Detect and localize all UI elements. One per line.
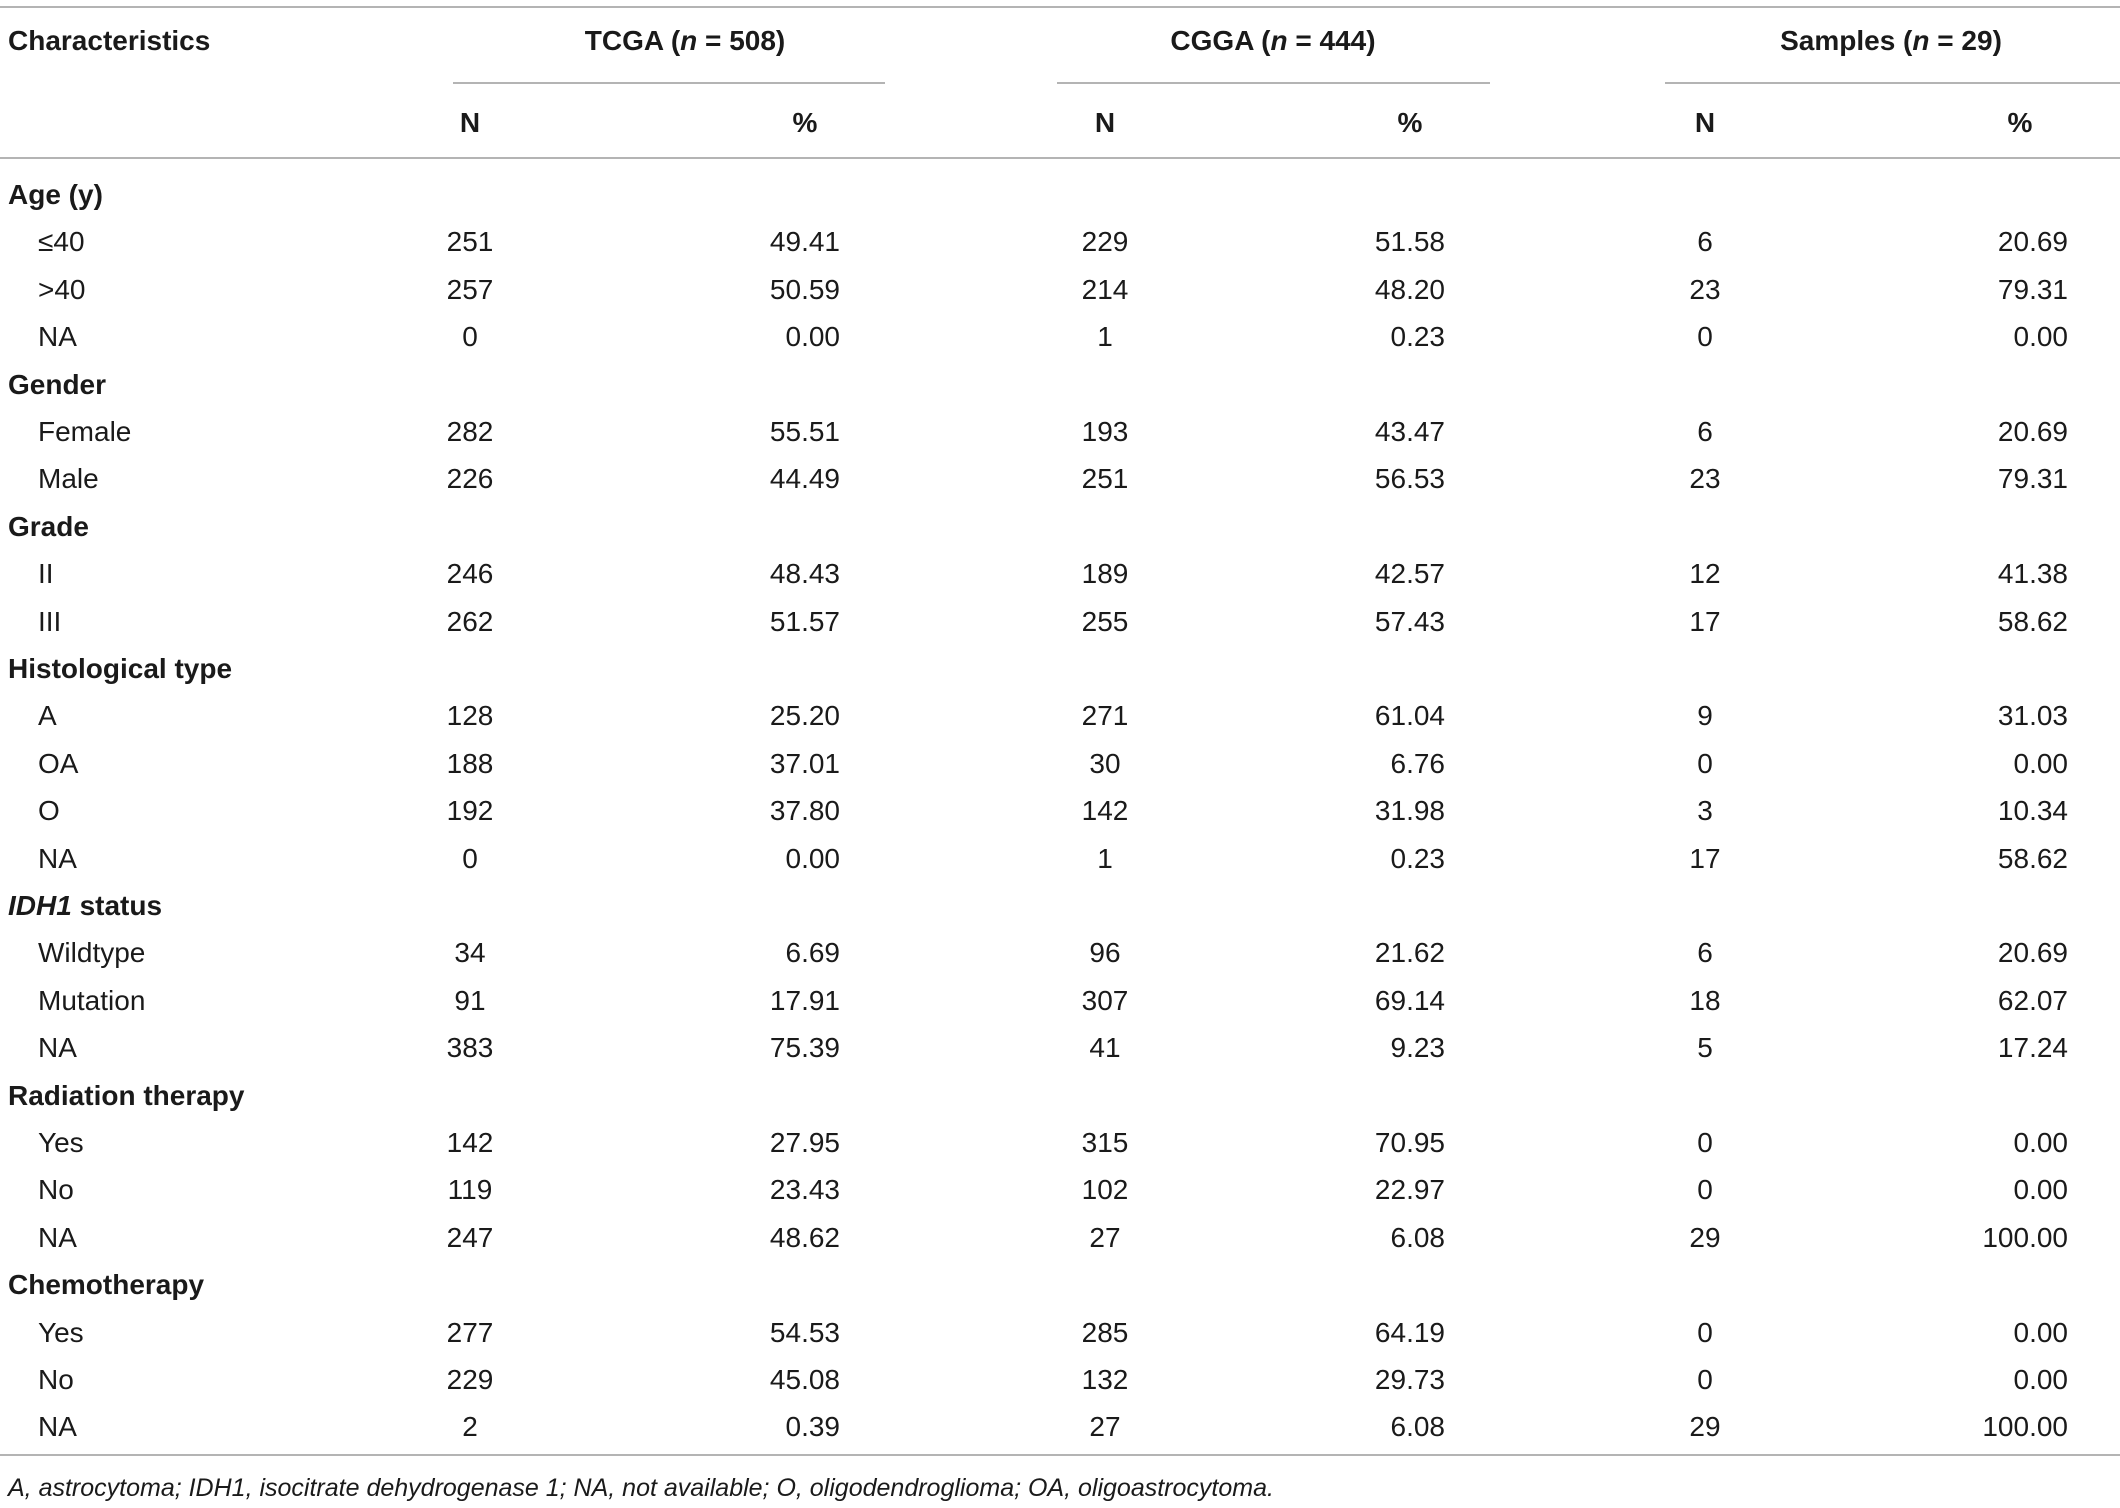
count-cell: 23: [1689, 273, 1721, 305]
count-cell: 0: [1697, 1316, 1713, 1348]
percent-cell: 50.59: [769, 273, 840, 305]
percent-cell: 17.24: [1997, 1032, 2068, 1064]
count-cell: 262: [446, 605, 494, 637]
count-cell: 255: [1081, 605, 1129, 637]
percent-cell: 62.07: [1997, 984, 2068, 1016]
count-cell: 285: [1081, 1316, 1129, 1348]
percent-cell: 75.39: [769, 1032, 840, 1064]
percent-cell: 41.38: [1997, 558, 2068, 590]
section-header-row: [0, 361, 2120, 408]
percent-cell: 56.53: [1374, 463, 1445, 495]
count-cell: 0: [1697, 1127, 1713, 1158]
percent-cell: 6.08: [1390, 1411, 1445, 1443]
section-header-row: [0, 503, 2120, 550]
count-cell: 132: [1081, 1364, 1129, 1395]
table-row: [0, 266, 2120, 313]
percent-cell: 0.00: [2013, 1127, 2068, 1158]
percent-cell: 22.97: [1374, 1174, 1445, 1206]
count-cell: 142: [446, 1127, 494, 1158]
table-row: [0, 550, 2120, 597]
count-cell: 3: [1697, 795, 1713, 827]
percent-cell: 61.04: [1374, 700, 1445, 732]
count-cell: 251: [446, 226, 494, 258]
table-row: [0, 1356, 2120, 1403]
row-label: ≤40: [38, 226, 85, 258]
count-cell: 0: [1697, 1364, 1713, 1395]
percent-cell: 51.57: [769, 605, 840, 637]
count-cell: 91: [454, 984, 486, 1016]
header-row-columns: N % N % N %: [0, 99, 2120, 146]
count-cell: 247: [446, 1221, 494, 1253]
count-cell: 27: [1089, 1221, 1121, 1253]
table-row: [0, 835, 2120, 882]
percent-cell: 17.91: [769, 984, 840, 1016]
percent-cell: 10.34: [1997, 795, 2068, 827]
count-cell: 246: [446, 558, 494, 590]
table-row: [0, 455, 2120, 502]
row-label: NA: [38, 321, 77, 353]
count-cell: 0: [1697, 747, 1713, 779]
count-cell: 189: [1081, 558, 1129, 590]
percent-cell: 0.00: [785, 842, 840, 874]
percent-cell: 29.73: [1374, 1364, 1445, 1395]
count-cell: 229: [446, 1364, 494, 1395]
section-header-row: [0, 1072, 2120, 1119]
header-n-tcga: N: [459, 107, 481, 138]
percent-cell: 0.00: [2013, 1364, 2068, 1395]
section-title: Grade: [8, 510, 89, 542]
percent-cell: 0.23: [1390, 321, 1445, 353]
percent-cell: 57.43: [1374, 605, 1445, 637]
table-row: [0, 1166, 2120, 1213]
percent-cell: 49.41: [769, 226, 840, 258]
group-rule-samples: [1665, 82, 2120, 84]
percent-cell: 42.57: [1374, 558, 1445, 590]
count-cell: 282: [446, 416, 494, 447]
count-cell: 383: [446, 1032, 494, 1064]
percent-cell: 64.19: [1374, 1316, 1445, 1348]
count-cell: 119: [447, 1174, 493, 1206]
percent-cell: 21.62: [1374, 937, 1445, 969]
count-cell: 277: [446, 1316, 494, 1348]
percent-cell: 43.47: [1374, 416, 1445, 447]
row-label: NA: [38, 1221, 77, 1253]
count-cell: 41: [1089, 1032, 1121, 1064]
table-row: [0, 218, 2120, 265]
percent-cell: 6.76: [1390, 747, 1445, 779]
percent-cell: 70.95: [1374, 1127, 1445, 1158]
table-row: [0, 787, 2120, 834]
table-footnote: A, astrocytoma; IDH1, isocitrate dehydrogenase 1; NA, not available; O, oligodendroglioma; OA, oligoastrocytoma.: [8, 1474, 1274, 1502]
row-label: Male: [38, 463, 99, 495]
count-cell: 128: [446, 700, 494, 732]
table-row: [0, 977, 2120, 1024]
row-label: NA: [38, 1032, 77, 1064]
table-row: [0, 740, 2120, 787]
top-rule: [0, 6, 2120, 8]
percent-cell: 27.95: [769, 1127, 840, 1158]
section-title: Radiation therapy: [8, 1079, 245, 1111]
section-header-row: [0, 1261, 2120, 1308]
table-row: [0, 1024, 2120, 1071]
row-label: O: [38, 795, 60, 827]
table-row: [0, 929, 2120, 976]
header-row-groups: Characteristics TCGA (n = 508) CGGA (n = 444) Samples (n = 29): [0, 17, 2120, 64]
section-title: Histological type: [8, 653, 233, 684]
percent-cell: 0.00: [2013, 747, 2068, 779]
percent-cell: 0.00: [2013, 321, 2068, 353]
count-cell: 5: [1697, 1032, 1713, 1064]
row-label: II: [38, 558, 54, 590]
section-title: IDH1 status: [8, 890, 163, 921]
percent-cell: 58.62: [1997, 605, 2068, 637]
section-header-row: [0, 882, 2120, 929]
count-cell: 102: [1081, 1174, 1129, 1206]
table-row: [0, 408, 2120, 455]
row-label: Female: [38, 416, 132, 447]
table-row: [0, 313, 2120, 360]
header-n-samples: N: [1694, 107, 1716, 138]
percent-cell: 31.98: [1374, 795, 1445, 827]
percent-cell: 6.69: [785, 937, 840, 969]
percent-cell: 31.03: [1997, 700, 2068, 732]
table-row: [0, 692, 2120, 739]
percent-cell: 20.69: [1997, 226, 2068, 258]
percent-cell: 100.00: [1982, 1411, 2068, 1443]
count-cell: 257: [446, 273, 494, 305]
row-label: III: [38, 605, 62, 637]
count-cell: 271: [1081, 700, 1129, 732]
percent-cell: 51.58: [1374, 226, 1445, 258]
count-cell: 214: [1081, 273, 1129, 305]
count-cell: 315: [1081, 1127, 1129, 1158]
header-bottom-rule: [0, 157, 2120, 159]
percent-cell: 48.20: [1374, 273, 1445, 305]
percent-cell: 0.00: [785, 321, 840, 353]
group-rule-cgga: [1057, 82, 1490, 84]
percent-cell: 0.00: [2013, 1174, 2068, 1206]
row-label: Mutation: [38, 984, 146, 1016]
percent-cell: 69.14: [1374, 984, 1445, 1016]
count-cell: 6: [1697, 226, 1713, 258]
count-cell: 6: [1697, 416, 1713, 447]
count-cell: 30: [1089, 747, 1121, 779]
percent-cell: 45.08: [769, 1364, 840, 1395]
percent-cell: 37.80: [769, 795, 840, 827]
group-rule-tcga: [453, 82, 885, 84]
count-cell: 23: [1689, 463, 1721, 495]
percent-cell: 54.53: [769, 1316, 840, 1348]
header-characteristics: Characteristics: [8, 25, 211, 56]
row-label: NA: [38, 1411, 77, 1443]
percent-cell: 23.43: [769, 1174, 840, 1206]
count-cell: 0: [1697, 1174, 1713, 1206]
section-title: Gender: [8, 368, 107, 400]
count-cell: 188: [446, 747, 494, 779]
header-n-cgga: N: [1094, 107, 1116, 138]
table-row: [0, 1119, 2120, 1166]
percent-cell: 55.51: [769, 416, 840, 447]
row-label: Yes: [38, 1316, 84, 1348]
percent-cell: 9.23: [1390, 1032, 1445, 1064]
count-cell: 29: [1689, 1411, 1721, 1443]
count-cell: 17: [1689, 605, 1721, 637]
percent-cell: 0.00: [2013, 1316, 2068, 1348]
table-row: [0, 598, 2120, 645]
percent-cell: 48.43: [769, 558, 840, 590]
count-cell: 27: [1089, 1411, 1121, 1443]
row-label: Wildtype: [38, 937, 146, 969]
percent-cell: 100.00: [1982, 1221, 2068, 1253]
count-cell: 34: [454, 937, 486, 969]
percent-cell: 44.49: [769, 463, 840, 495]
percent-cell: 79.31: [1997, 463, 2068, 495]
percent-cell: 25.20: [769, 700, 840, 732]
row-label: No: [38, 1364, 74, 1395]
count-cell: 0: [462, 321, 478, 353]
table-row: [0, 1214, 2120, 1261]
row-label: A: [38, 700, 57, 732]
table-row: [0, 1309, 2120, 1356]
percent-cell: 20.69: [1997, 937, 2068, 969]
table-row: [0, 1403, 2120, 1450]
count-cell: 6: [1697, 937, 1713, 969]
count-cell: 142: [1081, 795, 1129, 827]
count-cell: 2: [462, 1411, 478, 1443]
count-cell: 17: [1689, 842, 1721, 874]
count-cell: 0: [1697, 321, 1713, 353]
row-label: Yes: [38, 1127, 84, 1158]
section-header-row: [0, 645, 2120, 692]
count-cell: 18: [1689, 984, 1721, 1016]
section-title: Age (y): [8, 179, 103, 210]
percent-cell: 79.31: [1997, 273, 2068, 305]
percent-cell: 58.62: [1997, 842, 2068, 874]
percent-cell: 48.62: [769, 1221, 840, 1253]
section-title: Chemotherapy: [8, 1269, 205, 1301]
percent-cell: 20.69: [1997, 416, 2068, 447]
row-label: >40: [38, 273, 86, 305]
percent-cell: 6.08: [1390, 1221, 1445, 1253]
count-cell: 0: [462, 842, 478, 874]
count-cell: 226: [446, 463, 494, 495]
percent-cell: 0.39: [785, 1411, 840, 1443]
section-header-row: [0, 171, 2120, 218]
count-cell: 193: [1081, 416, 1129, 447]
count-cell: 307: [1081, 984, 1129, 1016]
count-cell: 229: [1081, 226, 1129, 258]
row-label: No: [38, 1174, 74, 1206]
count-cell: 12: [1689, 558, 1721, 590]
count-cell: 9: [1697, 700, 1713, 732]
bottom-rule: [0, 1454, 2120, 1456]
count-cell: 251: [1081, 463, 1129, 495]
percent-cell: 37.01: [769, 747, 840, 779]
count-cell: 1: [1097, 321, 1113, 353]
percent-cell: 0.23: [1390, 842, 1445, 874]
row-label: OA: [38, 747, 79, 779]
count-cell: 29: [1689, 1221, 1721, 1253]
row-label: NA: [38, 842, 77, 874]
count-cell: 96: [1089, 937, 1121, 969]
count-cell: 1: [1097, 842, 1113, 874]
count-cell: 192: [446, 795, 494, 827]
